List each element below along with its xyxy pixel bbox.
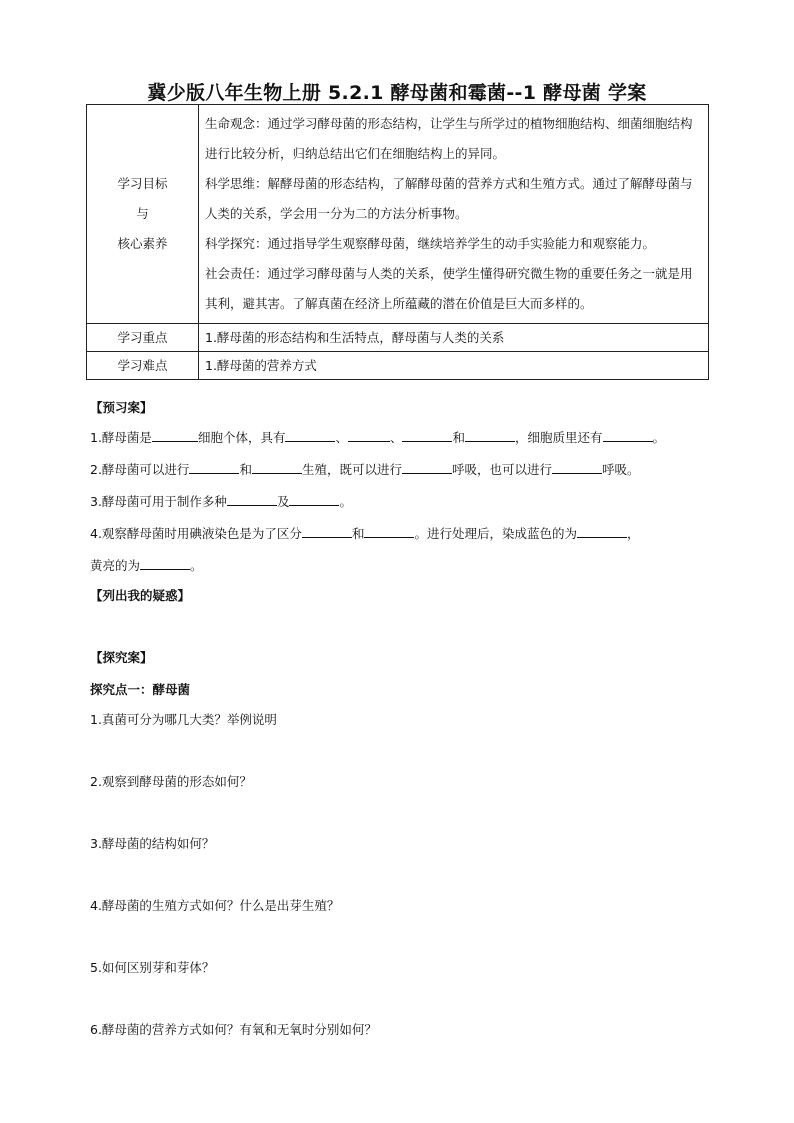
explore-question-4: 4.酵母菌的生殖方式如何？什么是出芽生殖？ [90,898,340,913]
answer-blank[interactable] [302,524,352,538]
objectives-content [199,105,709,324]
answer-blank[interactable] [465,428,515,442]
explore-question-6: 6.酵母菌的营养方式如何？有氧和无氧时分别如何？ [90,1022,377,1037]
preview-heading: 【预习案】 [90,400,153,415]
page-title: 冀少版八年生物上册 5.2.1 酵母菌和霉菌--1 酵母菌 学案 [147,82,647,104]
preview-question-2: 2.酵母菌可以进行 和 生殖，既可以进行 呼吸，也可以进行 呼吸。 [90,462,640,477]
objective-life-concept: 生命观念：通过学习酵母菌的形态结构，让学生与所学过的植物细胞结构、细菌细胞结构进行比较分析，归纳总结出它们在细胞结构上的异同。 [205,116,693,161]
objective-scientific-inquiry: 科学探究：通过指导学生观察酵母菌，继续培养学生的动手实验能力和观察能力。 [205,236,656,251]
explore-question-5: 5.如何区别芽和芽体？ [90,960,215,975]
difficult-point-row [87,352,709,380]
answer-blank[interactable] [603,428,653,442]
answer-blank[interactable] [227,492,277,506]
explore-question-3: 3.酵母菌的结构如何？ [90,836,215,851]
answer-blank[interactable] [289,492,339,506]
answer-blank[interactable] [577,524,627,538]
key-point-label: 学习重点 [87,324,199,352]
key-point-text: 1.酵母菌的形态结构和生活特点，酵母菌与人类的关系 [199,324,709,352]
answer-blank[interactable] [552,460,602,474]
answer-blank[interactable] [285,428,335,442]
preview-question-4-cont: 黄亮的为 。 [90,558,203,573]
answer-blank[interactable] [252,460,302,474]
answer-blank[interactable] [348,428,390,442]
explore-question-1: 1.真菌可分为哪几大类？举例说明 [90,712,277,727]
objectives-label [87,105,199,324]
doubts-heading: 【列出我的疑惑】 [90,588,191,603]
answer-blank[interactable] [140,556,190,570]
explore-question-2: 2.观察到酵母菌的形态如何？ [90,774,252,789]
explore-point-1: 探究点一：酵母菌 [90,682,191,697]
objectives-table [86,104,709,380]
answer-blank[interactable] [152,428,198,442]
preview-question-4: 4.观察酵母菌时用碘液染色是为了区分 和 。进行处理后，染成蓝色的为 ， [90,526,640,541]
objectives-label-line3: 核心素养 [117,236,168,251]
answer-blank[interactable] [364,524,414,538]
preview-question-1: 1.酵母菌是 细胞个体，具有 、 、 和 ，细胞质里还有 。 [90,430,666,445]
difficult-point-text: 1.酵母菌的营养方式 [199,352,709,380]
objective-social-responsibility: 社会责任：通过学习酵母菌与人类的关系，使学生懂得研究微生物的重要任务之一就是用其利，避其害。了解真菌在经济上所蕴藏的潜在价值是巨大而多样的。 [205,266,693,311]
explore-heading: 【探究案】 [90,650,153,665]
objectives-row [87,105,709,324]
objective-scientific-thinking: 科学思维：解酵母菌的形态结构，了解酵母菌的营养方式和生殖方式。通过了解酵母菌与人类的关系，学会用一分为二的方法分析事物。 [205,176,693,221]
answer-blank[interactable] [189,460,239,474]
answer-blank[interactable] [402,428,452,442]
objectives-label-line2: 与 [136,206,149,221]
difficult-point-label: 学习难点 [87,352,199,380]
answer-blank[interactable] [402,460,452,474]
preview-question-3: 3.酵母菌可用于制作多种 及 。 [90,494,352,509]
key-point-row [87,324,709,352]
objectives-label-line1: 学习目标 [117,176,168,191]
